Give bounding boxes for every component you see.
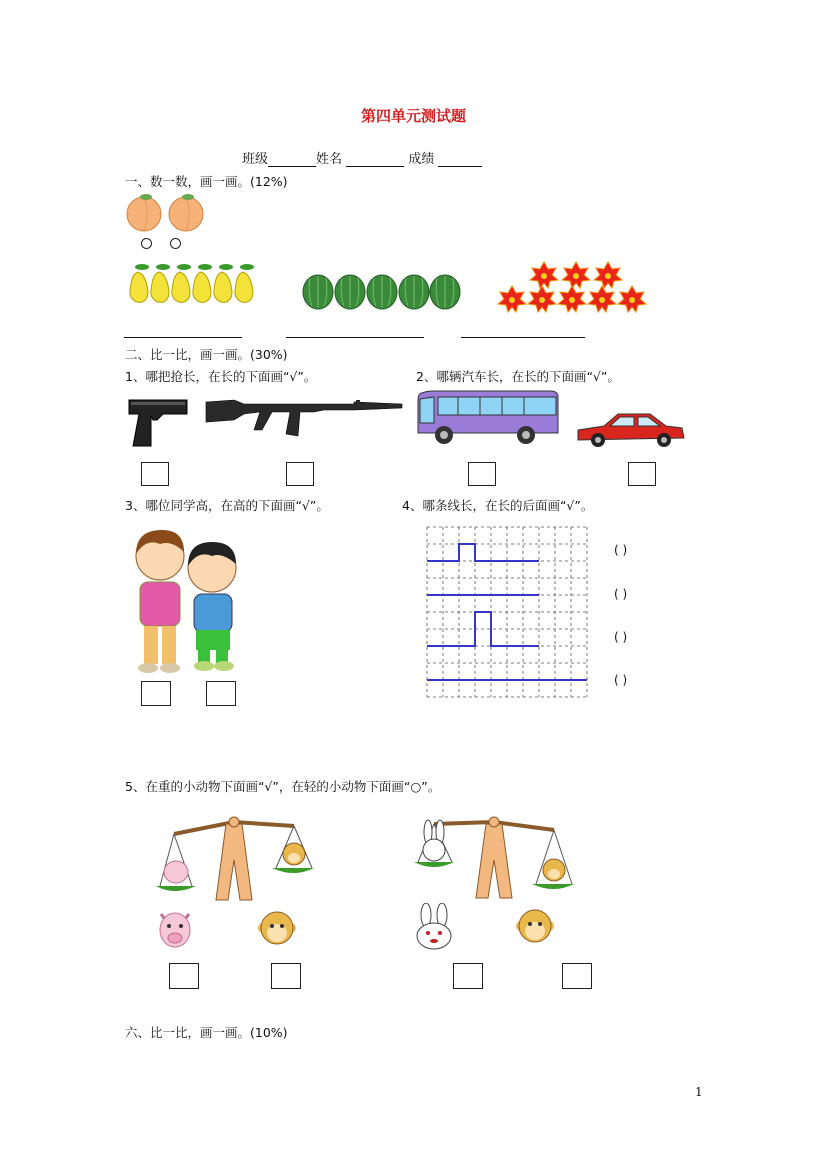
pistol-image (127, 394, 191, 450)
rifle-image (204, 392, 404, 438)
check-box-car[interactable] (628, 462, 656, 486)
monkey-icon (543, 859, 565, 881)
score-label: 成绩 (408, 152, 435, 167)
check-box-bus[interactable] (468, 462, 496, 486)
check-box-girl[interactable] (141, 681, 171, 706)
check-box-monkey-2[interactable] (562, 963, 592, 989)
answer-line[interactable] (461, 337, 585, 338)
name-blank[interactable] (346, 152, 404, 167)
pig-icon (157, 908, 193, 950)
check-box-rabbit[interactable] (453, 963, 483, 989)
pear-icon (193, 272, 211, 302)
monkey-icon (516, 906, 554, 946)
answer-circle (141, 238, 152, 249)
rabbit-icon (423, 820, 445, 861)
answer-paren-1[interactable]: ( ) (614, 543, 628, 557)
flowers-image (496, 258, 652, 316)
line-grid (426, 526, 590, 698)
check-box-rifle[interactable] (286, 462, 314, 486)
question-4: 4、哪条线长，在长的后面画“√”。 (402, 498, 594, 513)
answer-paren-3[interactable]: ( ) (614, 630, 628, 644)
peach-icon (169, 194, 203, 231)
monkey-icon (283, 843, 305, 865)
girl-figure (136, 530, 184, 673)
section1-heading: 一、数一数，画一画。(12%) (125, 174, 288, 189)
question-3: 3、哪位同学高，在高的下面画“√”。 (125, 498, 329, 513)
pig-icon (164, 861, 188, 883)
page-number: 1 (695, 1085, 703, 1099)
boy-figure (188, 542, 236, 671)
page-title: 第四单元测试题 (360, 107, 466, 125)
check-box-pistol[interactable] (141, 462, 169, 486)
score-blank[interactable] (438, 152, 482, 167)
class-blank[interactable] (268, 152, 316, 167)
section6-heading: 六、比一比，画一画。(10%) (125, 1025, 288, 1040)
name-label: 姓名 (316, 152, 343, 167)
answer-line[interactable] (124, 337, 242, 338)
pear-icon (214, 272, 232, 302)
melons-image (300, 268, 462, 314)
peaches-image (124, 192, 214, 234)
pear-icon (172, 272, 190, 302)
balance-scale-2 (414, 802, 574, 900)
section2-heading: 二、比一比，画一画。(30%) (125, 347, 288, 362)
check-box-pig[interactable] (169, 963, 199, 989)
car-image (574, 408, 686, 450)
question-2: 2、哪辆汽车长，在长的下面画“√”。 (416, 369, 620, 384)
bus-image (414, 387, 562, 447)
balance-scale-1 (154, 806, 314, 904)
answer-line[interactable] (286, 337, 424, 338)
question-1: 1、哪把抢长，在长的下面画“√”。 (125, 369, 317, 384)
question-5: 5、在重的小动物下面画“√”，在轻的小动物下面画“○”。 (125, 779, 441, 794)
class-label: 班级 (242, 152, 269, 167)
pear-icon (235, 272, 253, 302)
peach-icon (127, 194, 161, 231)
check-box-monkey-1[interactable] (271, 963, 301, 989)
check-box-boy[interactable] (206, 681, 236, 706)
students-image (126, 526, 244, 676)
rabbit-icon (413, 903, 455, 951)
pear-icon (130, 272, 148, 302)
answer-circle (170, 238, 181, 249)
pears-image (126, 260, 266, 312)
line-1 (427, 544, 539, 561)
monkey-icon (258, 908, 296, 948)
answer-paren-2[interactable]: ( ) (614, 587, 628, 601)
pear-icon (151, 272, 169, 302)
student-info (242, 148, 482, 167)
answer-paren-4[interactable]: ( ) (614, 673, 628, 687)
